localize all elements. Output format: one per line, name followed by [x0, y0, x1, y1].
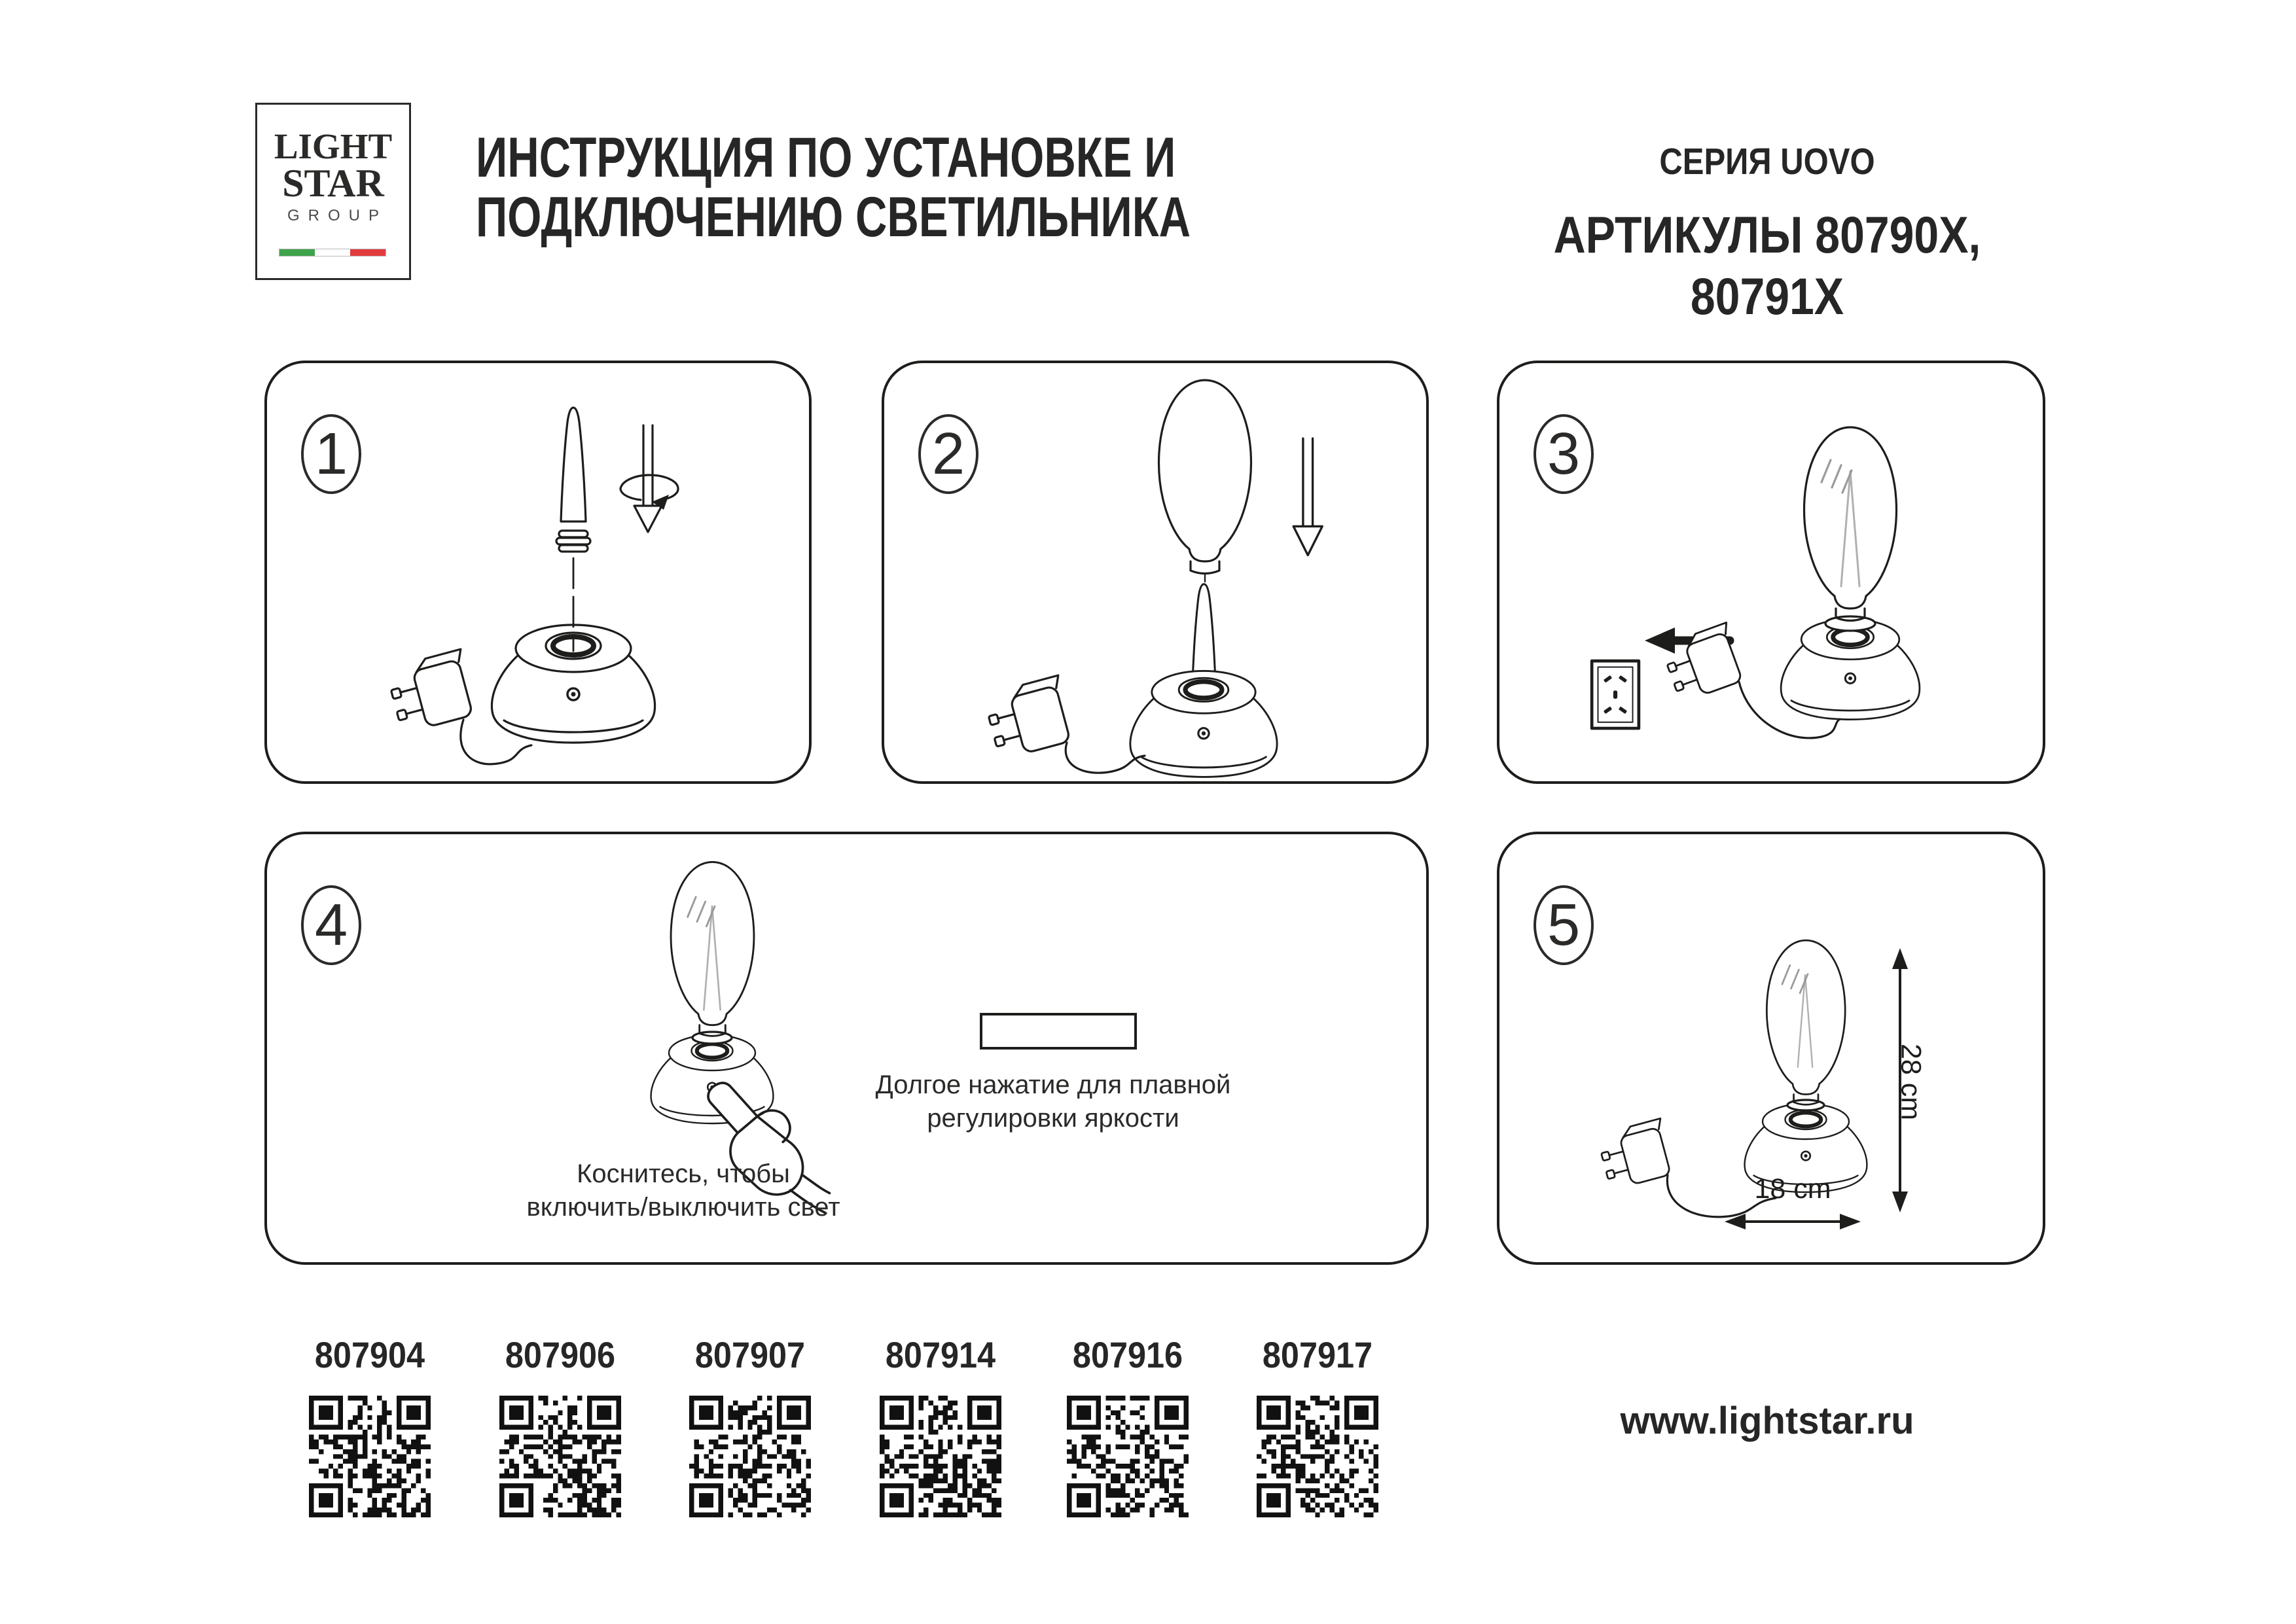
- article-item: [1236, 1333, 1399, 1517]
- glass-stem-icon: [561, 408, 586, 521]
- qr-code: [1067, 1396, 1189, 1517]
- logo-text-star: STAR: [282, 162, 384, 205]
- step-panel-5: [1497, 832, 2045, 1265]
- down-arrow-icon: [1293, 438, 1322, 556]
- qr-code: [880, 1396, 1001, 1517]
- longpress-caption-line1: Долгое нажатие для плавной: [875, 1070, 1231, 1099]
- article-code: 807914: [885, 1334, 996, 1375]
- lamp-base-icon: [1130, 671, 1277, 777]
- screw-down-arrow-icon: [620, 425, 678, 532]
- step-panel-4: [264, 832, 1429, 1265]
- longpress-caption-line2: регулировки яркости: [927, 1104, 1179, 1133]
- qr-code: [1257, 1396, 1378, 1517]
- page-title: [476, 128, 1191, 247]
- step-panel-1: [264, 361, 812, 784]
- page-title-line1: ИНСТРУКЦИЯ ПО УСТАНОВКЕ И: [476, 126, 1176, 189]
- qr-code: [499, 1396, 621, 1517]
- logo-text-light: LIGHT: [274, 126, 393, 166]
- article-item: [288, 1333, 452, 1517]
- glass-shade-icon: [1767, 940, 1845, 1104]
- wall-socket-icon: [1592, 661, 1639, 728]
- qr-code: [689, 1396, 811, 1517]
- touch-caption: [487, 1157, 880, 1224]
- article-item: [1046, 1333, 1210, 1517]
- step-number-badge-2: 2: [918, 414, 978, 494]
- lamp-base-icon: [651, 1035, 774, 1123]
- article-code: 807917: [1262, 1334, 1373, 1375]
- article-code: 807904: [314, 1334, 425, 1375]
- step-panel-2: [882, 361, 1429, 784]
- step-number-badge-1: 1: [301, 414, 361, 494]
- article-code: 807906: [505, 1334, 616, 1375]
- articles-label-line2: 80791X: [1690, 267, 1844, 325]
- article-code: 807916: [1072, 1334, 1183, 1375]
- italian-flag-icon: [279, 249, 386, 256]
- flag-green: [279, 249, 315, 256]
- glass-shade-icon: [671, 862, 754, 1036]
- article-item: [859, 1333, 1022, 1517]
- power-adapter-icon: [1596, 1118, 1675, 1190]
- height-dimension-label: 28 cm: [1895, 1043, 1927, 1121]
- flag-white: [315, 249, 350, 256]
- logo-text-group: GROUP: [287, 207, 387, 224]
- glass-shade-icon: [1159, 380, 1251, 574]
- longpress-caption: [857, 1068, 1249, 1135]
- lamp-base-icon: [1781, 620, 1920, 720]
- width-dimension-arrow: [1725, 1214, 1861, 1229]
- article-item: [478, 1333, 642, 1517]
- articles-label-line1: АРТИКУЛЫ 80790X,: [1553, 205, 1981, 264]
- step-number-badge-3: 3: [1534, 414, 1594, 494]
- touch-caption-line2: включить/выключить свет: [526, 1193, 840, 1222]
- shade-neck-ring: [1825, 616, 1875, 631]
- article-item: [668, 1333, 832, 1517]
- power-adapter-icon: [983, 675, 1075, 760]
- glass-shade-icon: [1804, 427, 1897, 621]
- qr-code: [309, 1396, 431, 1517]
- series-label: СЕРИЯ UOVO: [1659, 141, 1875, 183]
- width-dimension-label: 18 cm: [1754, 1173, 1831, 1205]
- step-number-badge-5: 5: [1534, 885, 1594, 965]
- page-title-line2: ПОДКЛЮЧЕНИЮ СВЕТИЛЬНИКА: [476, 186, 1191, 249]
- thread-collar-icon: [556, 531, 590, 552]
- flag-red: [350, 249, 386, 256]
- article-code: 807907: [694, 1334, 806, 1375]
- brightness-bar: [980, 1013, 1137, 1050]
- series-articles-block: [1542, 140, 1992, 327]
- step-number-badge-4: 4: [301, 885, 361, 965]
- lightstar-logo: [255, 103, 411, 280]
- touch-caption-line1: Коснитесь, чтобы: [577, 1159, 790, 1188]
- website-url: www.lightstar.ru: [1620, 1400, 1914, 1442]
- step-panel-3: [1497, 361, 2045, 784]
